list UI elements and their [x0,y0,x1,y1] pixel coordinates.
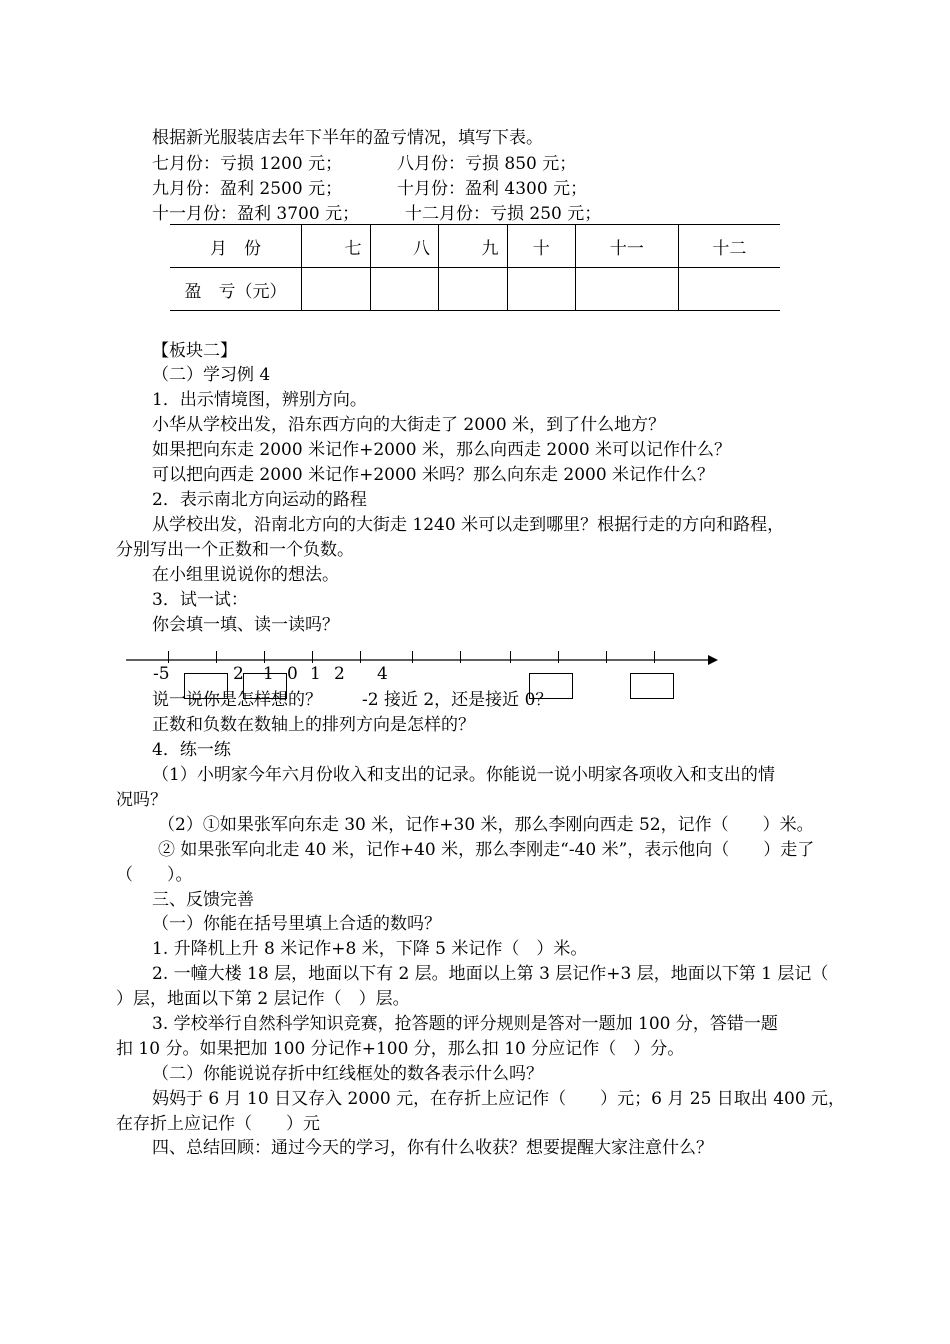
month-oct: 十月份：盈利 4300 元； [397,179,588,199]
q2-line1: 妈妈于 6 月 10 日又存入 2000 元，在存折上应记作（ ）元；6 月 25 日取出 400 元， [152,1089,846,1109]
tick-mark [510,651,511,663]
month-nov: 十一月份：盈利 3700 元； [152,204,360,224]
intro-text: 根据新光服装店去年下半年的盈亏情况，填写下表。 [152,128,543,148]
tick-mark [168,651,169,663]
col-header: 十二 [678,225,780,268]
col-header: 十 [507,225,576,268]
sub-title: （二）学习例 4 [152,365,271,385]
p4-line1: （1）小明家今年六月份收入和支出的记录。你能说一说小明家各项收入和支出的情 [152,765,775,785]
p3-line2b: -2 接近 2，还是接近 0？ [362,690,553,710]
q2-line2: 在存折上应记作（ ）元 [116,1114,320,1134]
p4-line5: （ ）。 [116,865,193,885]
tick-label: 4 [377,664,388,684]
col-header: 十一 [576,225,679,268]
p3-line3: 正数和负数在数轴上的排列方向是怎样的？ [152,715,475,735]
q1-item3b: 扣 10 分。如果把加 100 分记作+100 分，那么扣 10 分应记作（ ）分。 [116,1039,685,1059]
p1-line3: 可以把向西走 2000 米记作+2000 米吗？那么向东走 2000 米记作什么？ [152,465,715,485]
tick-label: 1 [310,664,321,684]
q2-title: （二）你能说说存折中红线框处的数各表示什么吗？ [152,1064,543,1084]
p3-line1: 你会填一填、读一读吗？ [152,615,339,635]
p4-line2: 况吗？ [116,790,167,810]
profit-header: 盈 亏（元） [170,268,302,311]
arrow-right-icon [708,655,718,665]
p1-title: 1．出示情境图，辨别方向。 [152,390,367,410]
col-header: 八 [370,225,439,268]
month-sep: 九月份：盈利 2500 元； [152,179,343,199]
tick-mark [312,651,313,663]
tick-mark [606,651,607,663]
tick-mark [360,651,361,663]
month-header: 月 份 [170,225,302,268]
tick-mark [460,651,461,663]
p4-title: 4．练一练 [152,740,231,760]
tick-mark [558,651,559,663]
q1-title: （一）你能在括号里填上合适的数吗？ [152,914,441,934]
p3-title: 3．试一试： [152,590,248,610]
tick-mark [412,651,413,663]
answer-box[interactable] [529,673,573,699]
p2-line2: 分别写出一个正数和一个负数。 [116,540,354,560]
p4-line3: （2）①如果张军向东走 30 米，记作+30 米，那么李刚向西走 52，记作（ ）米。 [158,815,814,835]
section3-title: 三、反馈完善 [152,890,254,910]
section4-title: 四、总结回顾：通过今天的学习，你有什么收获？想要提醒大家注意什么？ [152,1138,713,1158]
p4-line4: ② 如果张军向北走 40 米，记作+40 米，那么李刚走“-40 米”，表示他向（ ）走了 [158,840,815,860]
p1-line2: 如果把向东走 2000 米记作+2000 米，那么向西走 2000 米可以记作什么？ [152,440,732,460]
tick-mark [216,651,217,663]
answer-box[interactable] [184,673,228,699]
tick-mark [654,651,655,663]
q1-item2a: 2. 一幢大楼 18 层，地面以下有 2 层。地面以上第 3 层记作+3 层，地面以下第 1 层记（ [152,964,829,984]
tick-label: 2 [233,664,244,684]
q1-item1: 1. 升降机上升 8 米记作+8 米，下降 5 米记作（ ）米。 [152,939,588,959]
tick-mark [264,651,265,663]
p2-line3: 在小组里说说你的想法。 [152,565,339,585]
tick-label: 2 [334,664,345,684]
answer-box[interactable] [243,673,287,699]
block-title: 【板块二】 [152,341,237,361]
col-header: 七 [302,225,371,268]
p2-title: 2．表示南北方向运动的路程 [152,490,367,510]
tick-label: 1 [263,664,274,684]
answer-box[interactable] [630,673,674,699]
tick-label: 0 [287,664,298,684]
month-dec: 十二月份：亏损 250 元； [405,204,602,224]
p1-line1: 小华从学校出发，沿东西方向的大街走了 2000 米，到了什么地方？ [152,415,666,435]
p3-line2a: 说一说你是怎样想的？ [152,690,322,710]
month-jul: 七月份：亏损 1200 元； [152,154,343,174]
q1-item2b: ）层，地面以下第 2 层记作（ ）层。 [116,989,410,1009]
tick-label: -5 [153,664,170,684]
q1-item3a: 3. 学校举行自然科学知识竞赛，抢答题的评分规则是答对一题加 100 分，答错一题 [152,1014,778,1034]
col-header: 九 [439,225,508,268]
p2-line1: 从学校出发，沿南北方向的大街走 1240 米可以走到哪里？根据行走的方向和路程， [152,515,785,535]
month-aug: 八月份：亏损 850 元； [397,154,577,174]
